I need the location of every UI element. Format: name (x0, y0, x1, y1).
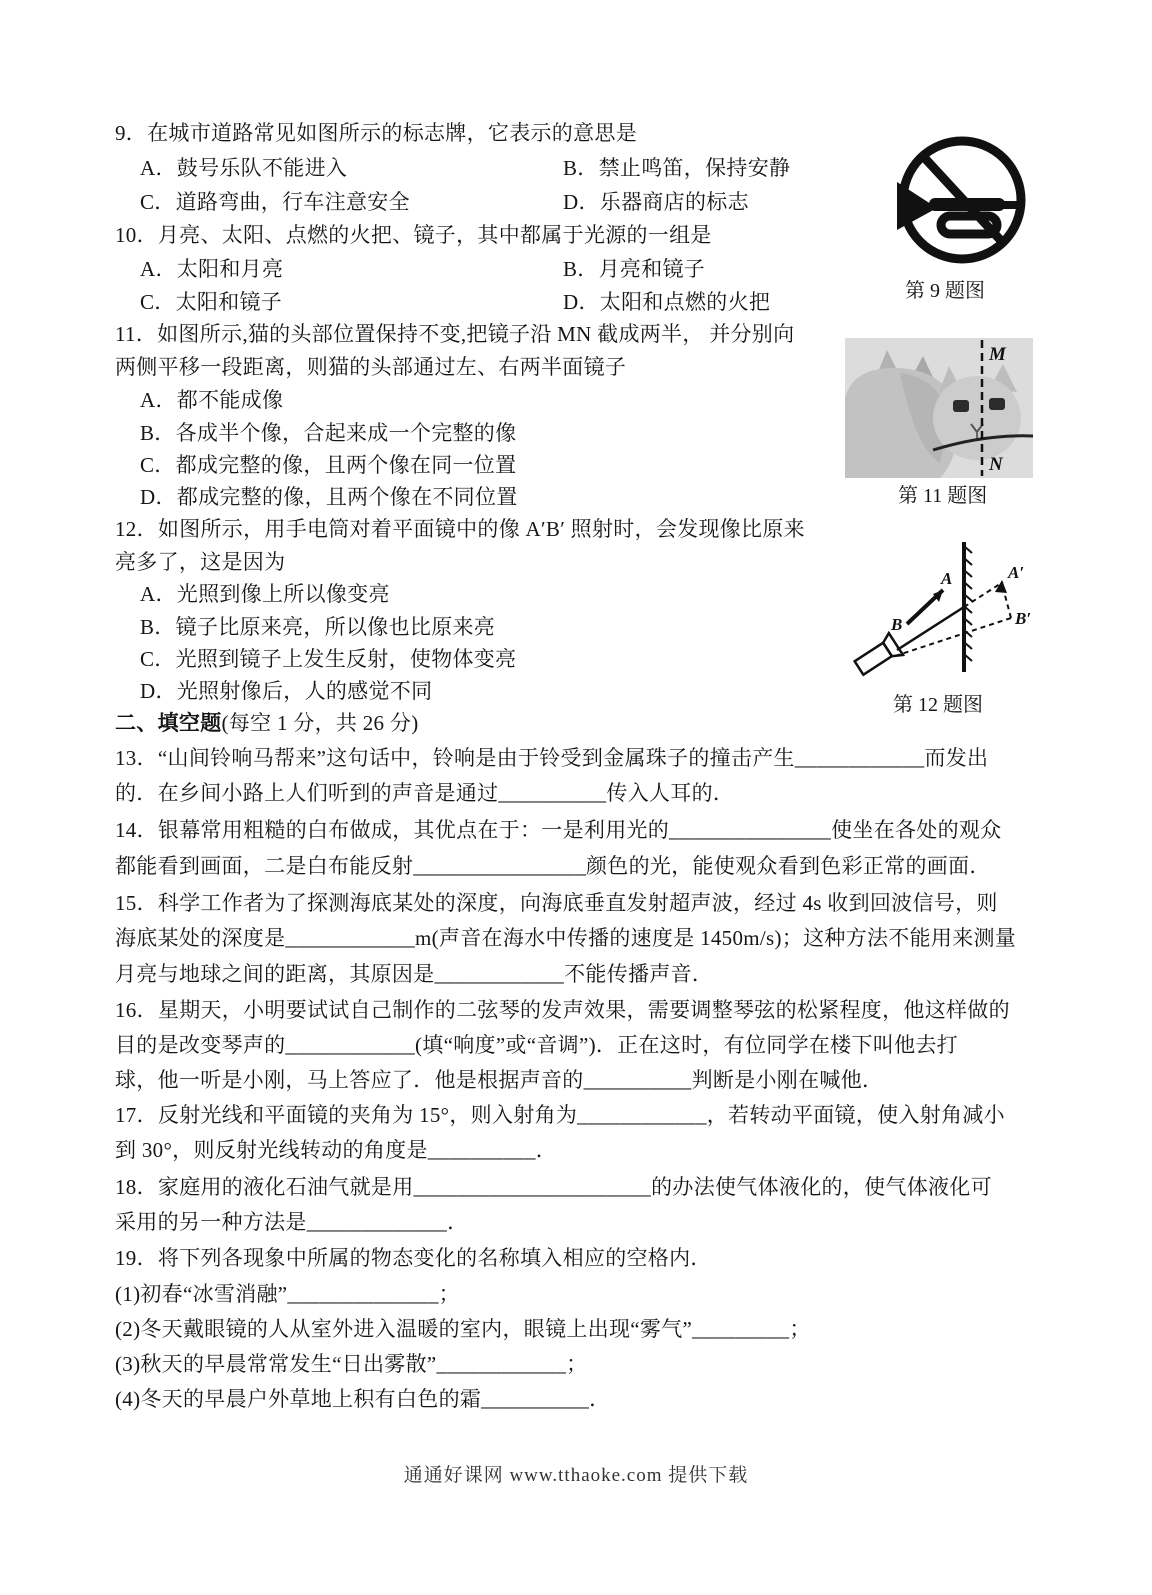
mirror-ray-diagram (845, 532, 1045, 684)
section-2-header (115, 710, 419, 736)
label-a-prime: A′ (1008, 563, 1025, 582)
footer-watermark: 通通好课网 www.tthaoke.com 提供下载 (403, 1465, 749, 1486)
question-16-line3: 球，他一听是小刚，马上答应了．他是根据声音的__________判断是小刚在喊他． (115, 1068, 884, 1092)
cat-mirror-figure (845, 338, 1033, 483)
question-17-line2: 到 30°，则反射光线转动的角度是__________． (115, 1138, 558, 1162)
question-19-item4: (4)冬天的早晨户外草地上积有白色的霜__________． (115, 1387, 611, 1411)
question-12-option-a: A．光照到像上所以像变亮 (140, 582, 390, 606)
question-12-text-line2: 亮多了，这是因为 (115, 550, 286, 574)
question-16-line1: 16．星期天，小明要试试自己制作的二弦琴的发声效果，需要调整琴弦的松紧程度，他这样做的 (115, 998, 1010, 1022)
question-15-line1: 15．科学工作者为了探测海底某处的深度，向海底垂直发射超声波，经过 4s 收到回波信号，则 (115, 891, 998, 915)
question-17-line1: 17．反射光线和平面镜的夹角为 15°，则入射角为____________，若转动平面镜，使入射角减小 (115, 1103, 1005, 1127)
question-10-text: 10．月亮、太阳、点燃的火把、镜子，其中都属于光源的一组是 (115, 223, 712, 247)
question-11-option-d: D．都成完整的像，且两个像在不同位置 (140, 485, 518, 509)
question-10-option-c: C．太阳和镜子 (140, 290, 283, 314)
question-11-option-a: A．都不能成像 (140, 388, 284, 412)
label-m: M (989, 344, 1006, 365)
mirror-ray-diagram-figure (845, 532, 1045, 689)
question-19-intro: 19．将下列各现象中所属的物态变化的名称填入相应的空格内． (115, 1246, 712, 1270)
question-14-line2: 都能看到画面，二是白布能反射________________颜色的光，能使观众看到色彩正常的画面． (115, 854, 991, 878)
figure-9-caption: 第 9 题图 (905, 280, 985, 302)
label-b-prime: B′ (1015, 609, 1032, 628)
question-12-option-c: C．光照到镜子上发生反射，使物体变亮 (140, 647, 517, 671)
question-9-option-d: D．乐器商店的标志 (563, 190, 749, 214)
label-a: A (941, 569, 953, 588)
question-12-text-line1: 12．如图所示，用手电筒对着平面镜中的像 A′B′ 照射时，会发现像比原来 (115, 517, 805, 541)
question-19-item2: (2)冬天戴眼镜的人从室外进入温暖的室内，眼镜上出现“雾气”_________； (115, 1317, 811, 1341)
question-19-item1: (1)初春“冰雪消融”______________； (115, 1282, 460, 1306)
question-9-option-a: A．鼓号乐队不能进入 (140, 156, 348, 180)
question-9-text: 9．在城市道路常见如图所示的标志牌，它表示的意思是 (115, 121, 637, 145)
question-14-line1: 14．银幕常用粗糙的白布做成，其优点在于：一是利用光的_______________使坐在各处的观众 (115, 818, 1002, 842)
question-11-option-c: C．都成完整的像，且两个像在同一位置 (140, 453, 517, 477)
question-9-option-b: B．禁止鸣笛，保持安静 (563, 156, 791, 180)
question-18-line2: 采用的另一种方法是_____________． (115, 1210, 469, 1234)
question-15-line2: 海底某处的深度是____________m(声音在海水中传播的速度是 1450m/s)；这种方法不能用来测量 (115, 926, 1017, 950)
question-15-line3: 月亮与地球之间的距离，其原因是____________不能传播声音． (115, 962, 714, 986)
question-13-line1: 13．“山间铃响马帮来”这句话中，铃响是由于铃受到金属珠子的撞击产生____________而发出 (115, 746, 989, 770)
question-13-line2: 的．在乡间小路上人们听到的声音是通过__________传入人耳的． (115, 781, 735, 805)
question-11-text-line1: 11．如图所示,猫的头部位置保持不变,把镜子沿 MN 截成两半， 并分别向 (115, 322, 795, 346)
label-n: N (989, 454, 1003, 475)
cat-mirror-photo (845, 338, 1033, 478)
figure-11-caption: 第 11 题图 (898, 485, 988, 507)
question-11-option-b: B．各成半个像，合起来成一个完整的像 (140, 421, 517, 445)
figure-12-caption: 第 12 题图 (893, 694, 983, 716)
no-horn-sign-figure (885, 132, 1040, 279)
question-12-option-b: B．镜子比原来亮，所以像也比原来亮 (140, 615, 496, 639)
question-16-line2: 目的是改变琴声的____________(填“响度”或“音调”)．正在这时，有位同学在楼下叫他去打 (115, 1033, 958, 1057)
question-19-item3: (3)秋天的早晨常常发生“日出雾散”____________； (115, 1352, 588, 1376)
label-b: B (891, 615, 903, 634)
section-2-points: (每空 1 分，共 26 分) (221, 711, 419, 735)
question-12-option-d: D．光照射像后，人的感觉不同 (140, 679, 433, 703)
question-10-option-b: B．月亮和镜子 (563, 257, 706, 281)
question-9-option-c: C．道路弯曲，行车注意安全 (140, 190, 410, 214)
question-18-line1: 18．家庭用的液化石油气就是用______________________的办法使气体液化的，使气体液化可 (115, 1175, 992, 1199)
no-horn-sign-icon (885, 132, 1040, 274)
question-11-text-line2: 两侧平移一段距离，则猫的头部通过左、右两半面镜子 (115, 355, 627, 379)
question-10-option-a: A．太阳和月亮 (140, 257, 284, 281)
question-10-option-d: D．太阳和点燃的火把 (563, 290, 771, 314)
section-2-title: 二、填空题 (115, 711, 222, 735)
